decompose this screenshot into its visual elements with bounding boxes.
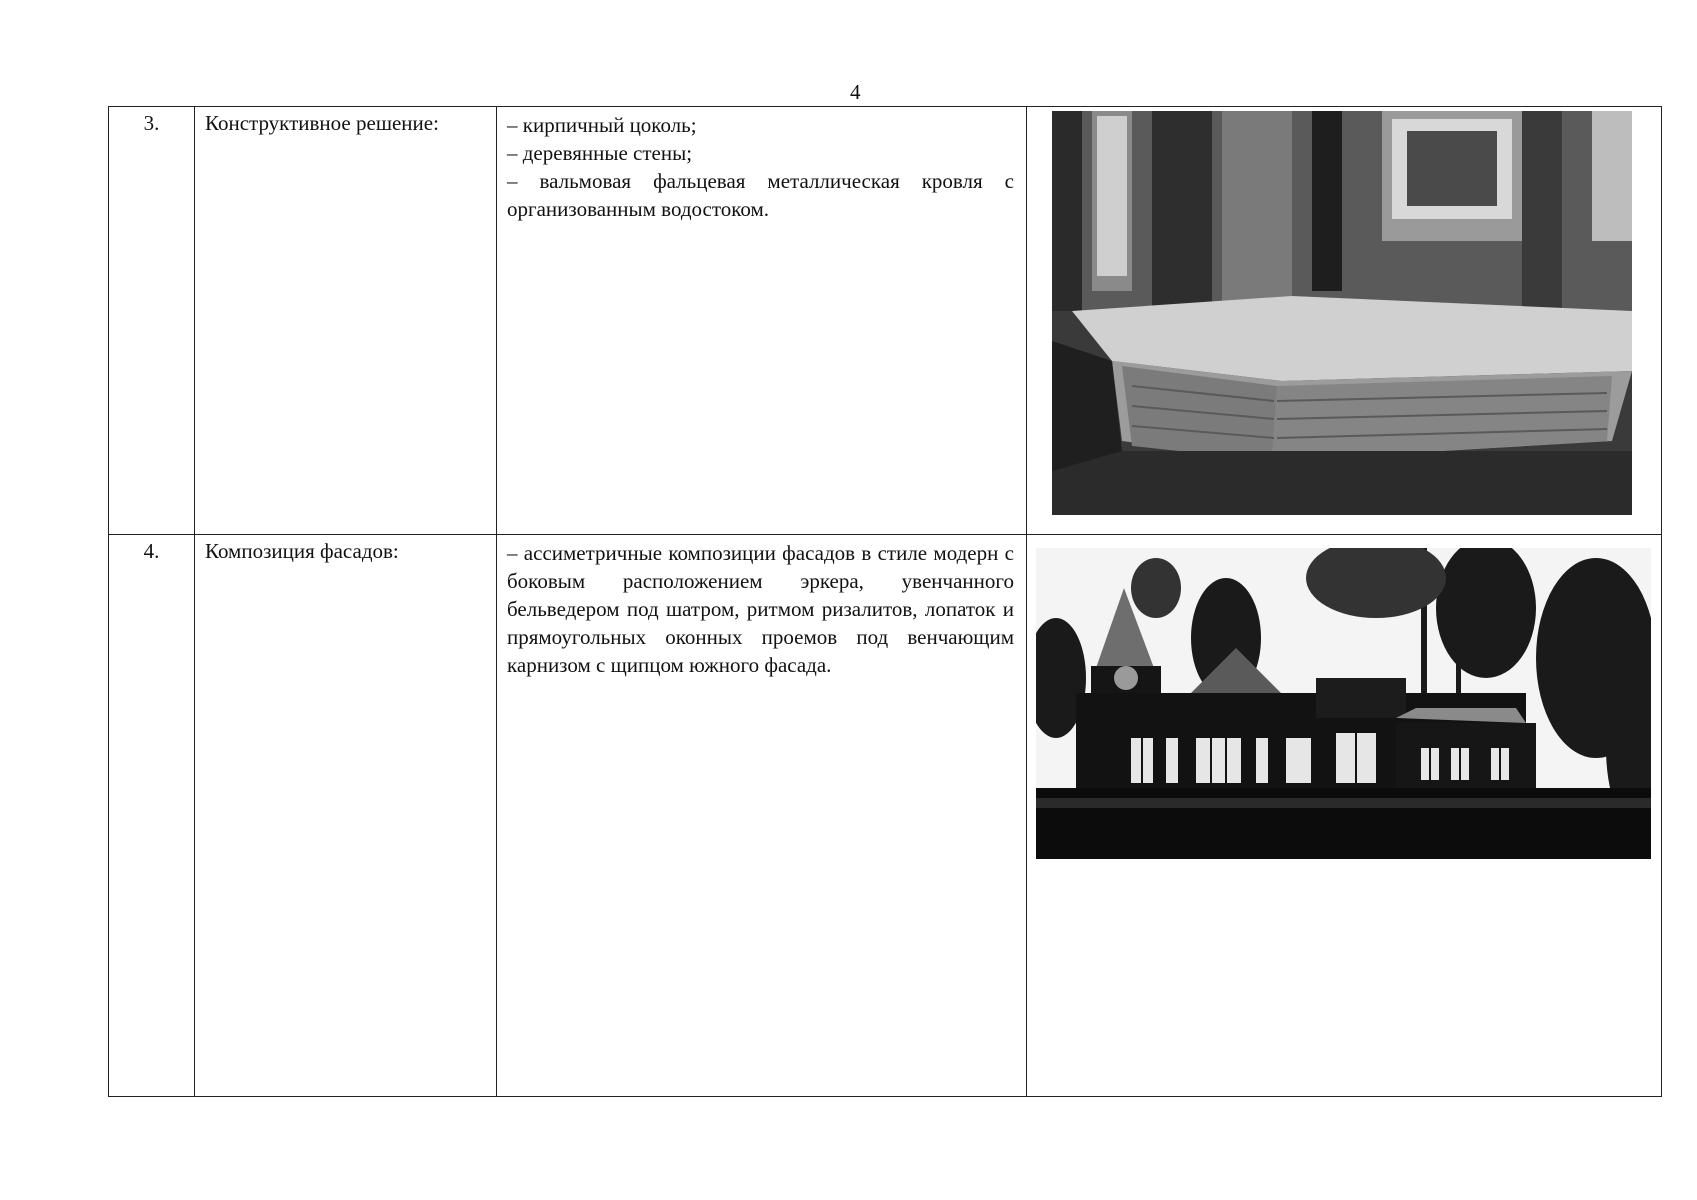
description-line: – кирпичный цоколь; — [507, 113, 697, 137]
description-table — [108, 106, 1662, 1097]
foundation-photo — [1052, 111, 1632, 515]
photo-cell — [1027, 535, 1662, 1097]
row-label: Композиция фасадов: — [195, 535, 497, 1097]
row-label: Конструктивное решение: — [195, 107, 497, 535]
description-line: – вальмовая фальцевая металлическая кровля с организованным водостоком. — [507, 169, 1014, 221]
row-number: 4. — [109, 535, 195, 1097]
row-description — [497, 107, 1027, 535]
description-line: – деревянные стены; — [507, 141, 693, 165]
description-paragraph: – ассиметричные композиции фасадов в стиле модерн с боковым расположением эркера, увенчанного бельведером под шатром, ритмом ризалитов, лопаток и прямоугольных оконных проемов под венчающим карнизом с щипцом южного фасада. — [507, 541, 1014, 677]
facade-photo — [1036, 548, 1651, 859]
table-row — [109, 107, 1662, 535]
page-number: 4 — [850, 80, 861, 104]
photo-cell — [1027, 107, 1662, 535]
row-description — [497, 535, 1027, 1097]
row-number: 3. — [109, 107, 195, 535]
table-row — [109, 535, 1662, 1097]
